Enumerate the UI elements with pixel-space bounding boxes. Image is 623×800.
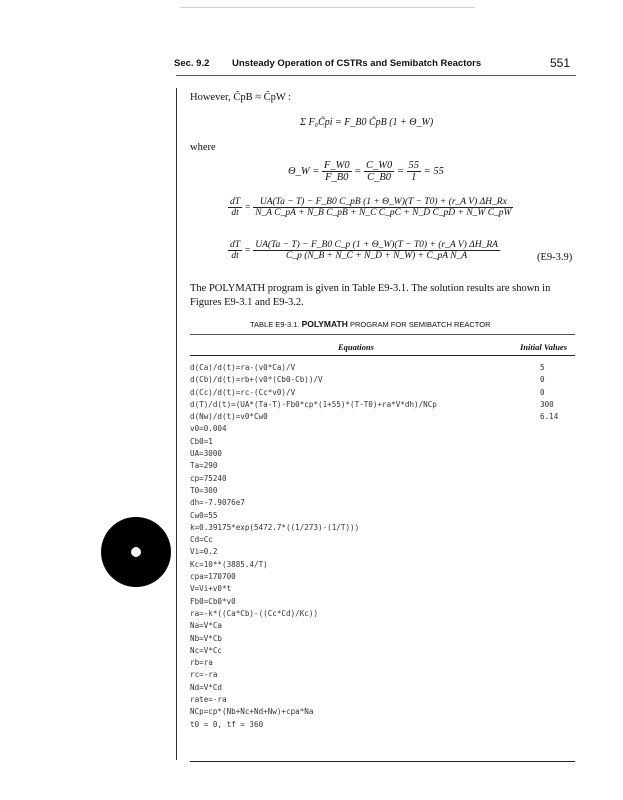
equation-row: Cb0=1 bbox=[190, 436, 213, 446]
dtdt-frac-2 bbox=[228, 240, 242, 261]
equation-row: Cw0=55 bbox=[190, 510, 218, 520]
equation-row: rc=-ra bbox=[190, 670, 218, 680]
header-rule bbox=[176, 75, 576, 76]
section-number: Sec. 9.2 bbox=[174, 58, 210, 69]
equation-row: Fb0=Cb0*v0 bbox=[190, 596, 236, 606]
col-equations-header: Equations bbox=[338, 342, 374, 352]
scan-top-edge bbox=[180, 7, 475, 8]
page-number: 551 bbox=[550, 56, 571, 70]
caption-rest: PROGRAM FOR SEMIBATCH REACTOR bbox=[349, 320, 491, 329]
dtdt-frac-1 bbox=[228, 197, 242, 218]
margin-rule bbox=[176, 88, 177, 760]
caption-title: POLYMATH bbox=[301, 319, 348, 329]
equation-row: d(Cb)/d(t)=rb+(v0*(Cb0-Cb))/V bbox=[190, 375, 323, 385]
table-header-rule bbox=[190, 355, 575, 356]
however-line: However, C̃pB ≈ C̃pW : bbox=[190, 92, 292, 103]
theta-lhs: Θ_W = bbox=[288, 165, 320, 177]
equation-row: t0 = 0, tf = 360 bbox=[190, 719, 264, 729]
energy-balance-2: $\frac{dT}{dt}$ = $\frac{\text{UA(Ta − T) − F\_B0 C\_p (1 + Θ\_W)(T − T0) + (r\_A V) ΔH\_RA}}{\text{C\_p (N\_B + N\_C + N\_D + N\_W) + C\_pA N\_A}}$ bbox=[230, 240, 498, 261]
caption-prefix: TABLE E9-3.1. bbox=[250, 320, 300, 329]
equation-row: rb=ra bbox=[190, 658, 213, 668]
equation-number: (E9-3.9) bbox=[537, 252, 573, 263]
initial-value: 6.14 bbox=[540, 412, 559, 422]
initial-value: 5 bbox=[540, 363, 545, 372]
equation-row: Vi=0.2 bbox=[190, 547, 218, 557]
equation-row: UA=3000 bbox=[190, 449, 223, 459]
equation-row: Ta=290 bbox=[190, 461, 218, 471]
initial-value: 0 bbox=[540, 387, 545, 397]
section-title: Unsteady Operation of CSTRs and Semibatch Reactors bbox=[232, 58, 482, 69]
equation-list bbox=[190, 362, 437, 731]
theta-frac-1-num: F_W0 bbox=[323, 160, 350, 171]
table-caption bbox=[250, 319, 491, 329]
theta-frac-3-den: 1 bbox=[411, 172, 417, 183]
eq2-numerator: UA(Ta − T) − F_B0 C_p (1 + Θ_W)(T − T0) + (r_A V) ΔH_RA bbox=[255, 240, 498, 250]
eq1-frac bbox=[253, 197, 513, 218]
theta-frac-2-den: C_B0 bbox=[367, 172, 392, 183]
equation-row: V=Vi+v0*t bbox=[190, 584, 232, 594]
equation-row: d(T)/d(t)=(UA*(Ta-T)-Fb0*cp*(1+55)*(T-T0)+ra*V*dh)/NCp bbox=[190, 399, 437, 409]
equation-row: cp=75240 bbox=[190, 473, 227, 483]
initial-values-list bbox=[540, 362, 558, 423]
equation-row: ra=-k*((Ca*Cb)-((Cc*Cd)/Kc)) bbox=[190, 608, 319, 618]
equation-row: d(Ca)/d(t)=ra-(v0*Ca)/V bbox=[190, 363, 296, 372]
initial-value: 0 bbox=[540, 375, 545, 385]
equation-row: Nb=V*Cb bbox=[190, 633, 223, 643]
eq2-denominator: C_p (N_B + N_C + N_D + N_W) + C_pA N_A bbox=[286, 251, 468, 261]
dtdt-den-2: dt bbox=[231, 251, 239, 261]
eq1-denominator: N_A C_pA + N_B C_pB + N_C C_pC + N_D C_pD + N_W C_pW bbox=[255, 208, 512, 218]
equation-row: v0=0.004 bbox=[190, 424, 227, 434]
dtdt-num-2: dT bbox=[230, 240, 241, 250]
equation-row: Nd=V*Cd bbox=[190, 682, 223, 692]
equation-row: Cd=Cc bbox=[190, 535, 213, 545]
dtdt-num-1: dT bbox=[230, 197, 241, 207]
eq2-frac bbox=[253, 240, 500, 261]
theta-frac-2-num: C_W0 bbox=[365, 160, 393, 171]
sum-equation: Σ F₀C̃pi = F_B0 C̃pB (1 + Θ_W) bbox=[300, 117, 434, 128]
equation-row: T0=300 bbox=[190, 485, 218, 495]
equation-row: dh=-7.9076e7 bbox=[190, 498, 245, 508]
equation-row: cpa=170700 bbox=[190, 572, 236, 582]
table-bottom-rule bbox=[190, 761, 575, 762]
where-label: where bbox=[190, 142, 216, 153]
equation-row: d(Nw)/d(t)=v0*Cw0 bbox=[190, 412, 268, 422]
theta-frac-2 bbox=[364, 160, 394, 183]
theta-frac-3-num: 55 bbox=[408, 160, 420, 171]
binder-hole bbox=[101, 517, 171, 587]
equation-row: rate=-ra bbox=[190, 695, 227, 705]
equation-row: Kc=10**(3885.4/T) bbox=[190, 559, 268, 569]
theta-frac-1-den: F_B0 bbox=[325, 172, 349, 183]
theta-equation: Θ_W = $\frac{F\_W0}{F\_B0}$ = $\frac{C\_W0}{C\_B0}$ = $\frac{55}{1}$ = 55 bbox=[288, 160, 444, 183]
theta-frac-1 bbox=[322, 160, 352, 183]
energy-balance-1: $\frac{dT}{dt}$ = $\frac{\text{UA(Ta − T) − F\_B0 C\_pB (1 + Θ\_W)(T − T0) + (r\_A V) ΔH\_Rx}}{\text{N\_A C\_pA + N\_B C\_pB + N\_C C\_pC + N\_D C\_pD + N\_W C\_pW}}$ bbox=[230, 197, 512, 218]
program-paragraph: The POLYMATH program is given in Table E9-3.1. The solution results are shown in Figures E9-3.1 and E9-3.2. bbox=[190, 283, 551, 308]
eq1-numerator: UA(Ta − T) − F_B0 C_pB (1 + Θ_W)(T − T0) + (r_A V) ΔH_Rx bbox=[253, 197, 513, 208]
table-top-rule bbox=[190, 334, 575, 335]
equation-row: Nc=V*Cc bbox=[190, 645, 223, 655]
col-initial-header: Initial Values bbox=[520, 342, 568, 352]
equation-row: Na=V*Ca bbox=[190, 621, 223, 631]
initial-value: 300 bbox=[540, 399, 554, 409]
equation-row: NCp=cp*(Nb+Nc+Nd+Nw)+cpa*Na bbox=[190, 707, 314, 717]
theta-frac-3 bbox=[407, 160, 422, 183]
dtdt-den-1: dt bbox=[231, 208, 239, 218]
theta-result: = 55 bbox=[423, 165, 444, 177]
equation-row: k=0.39175*exp(5472.7*((1/273)-(1/T))) bbox=[190, 522, 360, 532]
equation-row: d(Cc)/d(t)=rc-(Cc*v0)/V bbox=[190, 387, 296, 397]
